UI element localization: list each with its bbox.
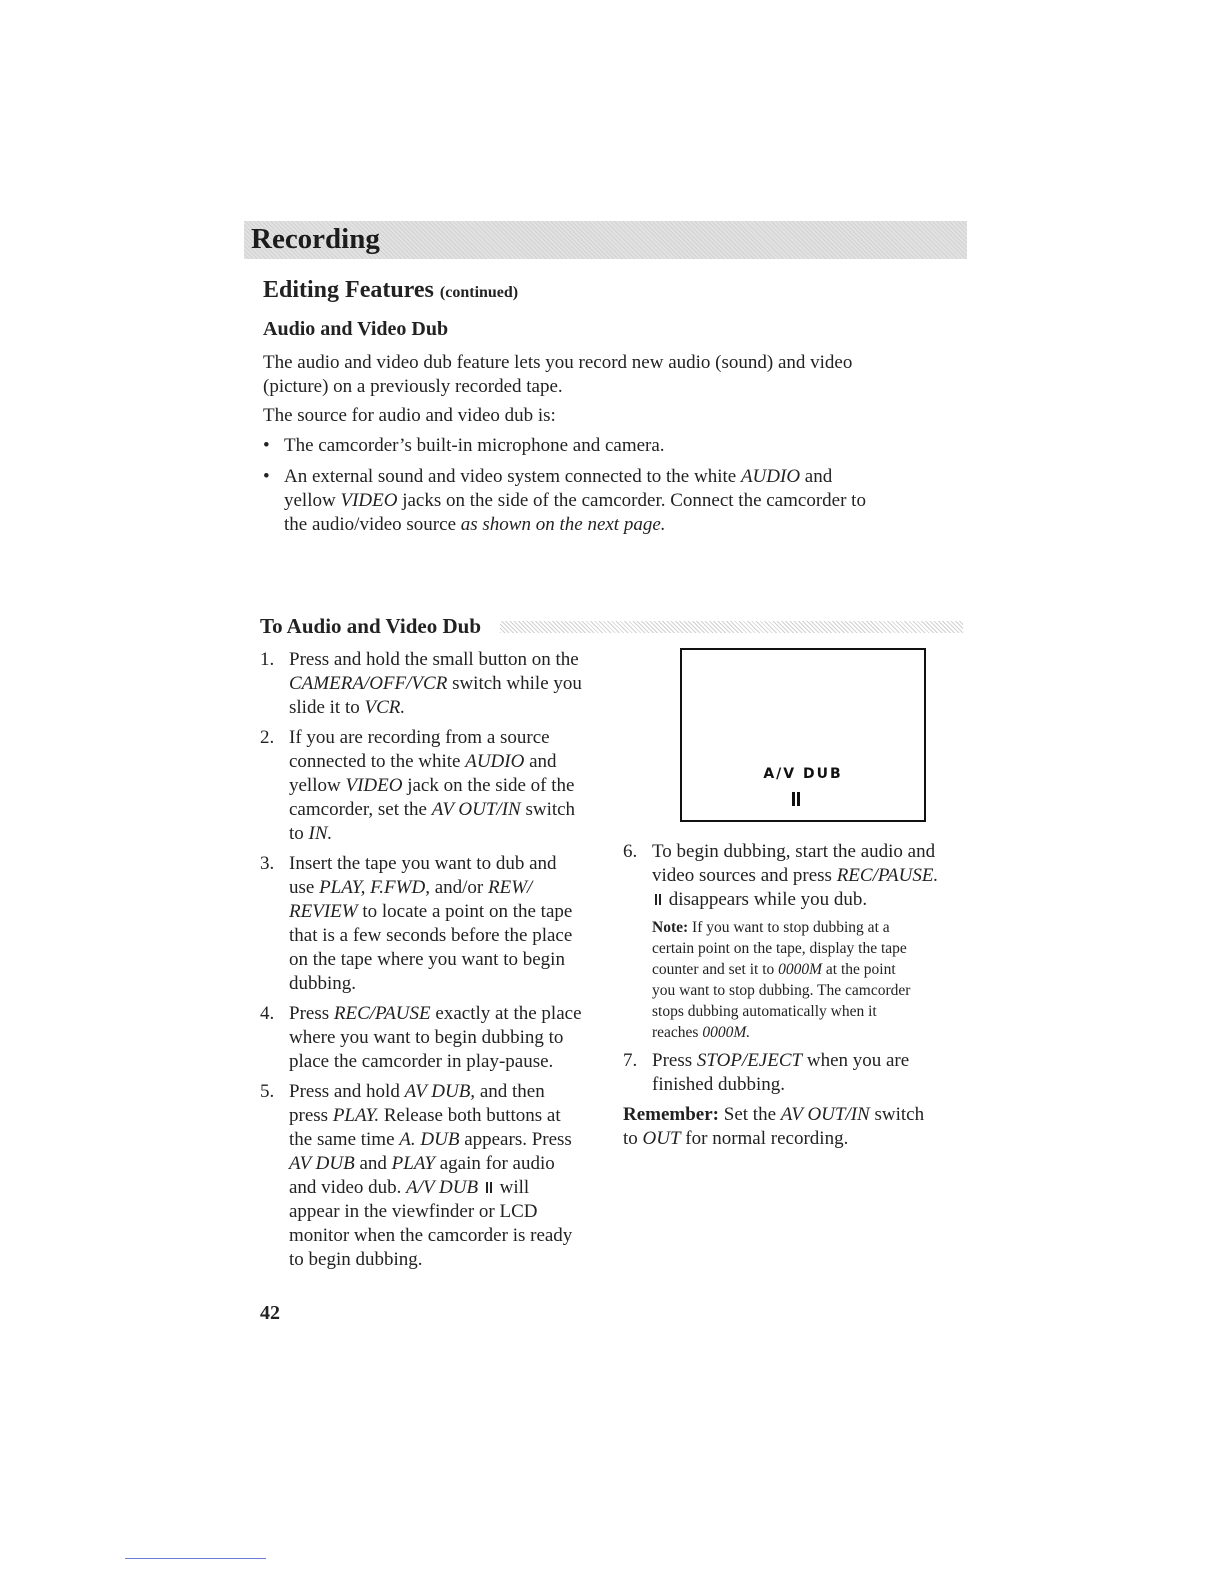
step-item [623,840,939,912]
note-text: counter and set it to [652,961,779,978]
step-text: PLAY, F.FWD, [319,877,430,898]
note-label: Note: [652,919,689,936]
step-item [260,1080,573,1272]
page-number: 42 [260,1302,280,1324]
step-number: 1. [260,649,275,670]
bullet-text: as shown on the next page. [460,514,666,535]
step-text: AV OUT/IN [431,799,521,820]
step-item [260,726,576,846]
step-text: appear in the viewfinder or LCD [289,1201,538,1222]
step-text: switch [520,799,576,820]
step-text: monitor when the camcorder is ready [289,1225,573,1246]
step-text: connected to the white [289,751,466,772]
section-title-suffix: (continued) [439,284,519,301]
note-text: reaches [652,1024,703,1041]
subsection-title: Audio and Video Dub [263,318,449,340]
step-text: AV DUB, [404,1081,476,1102]
note-text: If you want to stop dubbing at a [688,919,890,936]
display-label: A/V DUB [763,766,843,782]
step-text: and then [475,1081,545,1102]
heading-rule [500,621,963,633]
viewfinder-display [680,648,926,822]
pause-icon [654,894,662,905]
step-text: place the camcorder in play-pause. [289,1051,554,1072]
step-text: Press [652,1050,697,1071]
step-text: PLAY. [332,1105,380,1126]
step-text: REW/ [488,877,533,898]
step-text: to [289,823,309,844]
step-text: video sources and press [652,865,837,886]
bullet-text: yellow [284,490,341,511]
bullet-text: VIDEO [340,490,398,511]
step-text: press [289,1105,333,1126]
step-text: and [354,1153,392,1174]
step-item [260,1002,582,1074]
step-number: 7. [623,1050,638,1071]
step-text: disappears while you dub. [668,889,868,910]
step-text: on the tape where you want to begin [289,949,565,970]
step-text: again for audio [434,1153,555,1174]
footer-divider [125,1558,266,1559]
step-text: AV DUB [289,1153,355,1174]
bullet-item [263,465,924,537]
step-text: appears. Press [459,1129,572,1150]
step-text: A/V DUB [406,1177,479,1198]
step-text: finished dubbing. [652,1074,785,1095]
step-text: VCR. [364,697,406,718]
step-text: If you are recording from a source [289,727,550,748]
note-block [652,917,910,1043]
bullet-dot: • [263,435,270,456]
note-text: at the point [822,961,896,978]
step-text: switch while you [447,673,582,694]
step-text: and [524,751,557,772]
step-text: Press [289,1003,334,1024]
bullet-text: AUDIO [740,466,801,487]
step-text: To begin dubbing, start the audio and [652,841,936,862]
step-text: when you are [802,1050,910,1071]
note-text: 0000M [778,961,823,978]
step-text: yellow [289,775,346,796]
step-number: 6. [623,841,638,862]
step-text: will [494,1177,530,1198]
step-text: REC/PAUSE [333,1003,431,1024]
step-text: and/or [429,877,488,898]
step-item [623,1049,910,1097]
step-text: PLAY [391,1153,435,1174]
remember-text: AV OUT/IN [780,1104,870,1125]
remember-text: for normal recording. [680,1128,849,1149]
step-text: dubbing. [289,973,357,994]
step-text: CAMERA/OFF/VCR [289,673,448,694]
note-text: 0000M. [702,1024,751,1041]
step-text: REVIEW [289,901,358,922]
bullet-dot: • [263,466,270,487]
remember-text: OUT [642,1128,681,1149]
intro-line: (picture) on a previously recorded tape. [263,376,563,397]
step-text: exactly at the place [430,1003,582,1024]
step-text: and video dub. [289,1177,407,1198]
bullet-text: the audio/video source [284,514,461,535]
step-text: AUDIO [465,751,525,772]
remember-label: Remember: [623,1104,720,1125]
bullet-text: and [800,466,833,487]
intro-line: The audio and video dub feature lets you record new audio (sound) and video [263,352,853,373]
step-text: the same time [289,1129,400,1150]
pause-icon [791,792,801,810]
step-text: VIDEO [345,775,403,796]
step-text: use [289,877,320,898]
step-text: Press and hold the small button on the [289,649,579,670]
pause-icon [485,1182,493,1193]
remember-text: switch [869,1104,925,1125]
note-text: stops dubbing automatically when it [652,1003,877,1020]
step-text: Release both buttons at [379,1105,561,1126]
step-text: IN. [308,823,333,844]
step-number: 4. [260,1003,275,1024]
step-text: to locate a point on the tape [357,901,573,922]
step-text: STOP/EJECT [696,1050,803,1071]
step-text: Press and hold [289,1081,405,1102]
remember-text: Set the [719,1104,781,1125]
intro-paragraph-1 [263,351,852,399]
note-text: you want to stop dubbing. The camcorder [652,982,911,999]
step-text: jack on the side of the [402,775,575,796]
step-text: camcorder, set the [289,799,432,820]
intro-paragraph-2: The source for audio and video dub is: [263,405,556,426]
step-item [260,648,582,720]
step-text: REC/PAUSE. [836,865,939,886]
note-text: certain point on the tape, display the tape [652,940,907,957]
step-number: 3. [260,853,275,874]
step-number: 2. [260,727,275,748]
bullet-text: jacks on the side of the camcorder. Connect the camcorder to [397,490,866,511]
step-text: slide it to [289,697,365,718]
step-text: Insert the tape you want to dub and [289,853,557,874]
remember-text: to [623,1128,643,1149]
step-number: 5. [260,1081,275,1102]
bullet-text: The camcorder’s built-in microphone and camera. [284,435,665,456]
section-title [263,276,518,307]
remember-block [623,1103,924,1151]
step-item [260,852,573,996]
bullet-item [263,434,665,458]
section-title-text: Editing Features [263,277,434,303]
bullet-text: An external sound and video system connected to the white [284,466,741,487]
steps-heading: To Audio and Video Dub [260,614,482,638]
banner-title: Recording [251,223,380,255]
step-text: that is a few seconds before the place [289,925,573,946]
step-text: where you want to begin dubbing to [289,1027,564,1048]
step-text: to begin dubbing. [289,1249,423,1270]
step-text: A. DUB [399,1129,460,1150]
